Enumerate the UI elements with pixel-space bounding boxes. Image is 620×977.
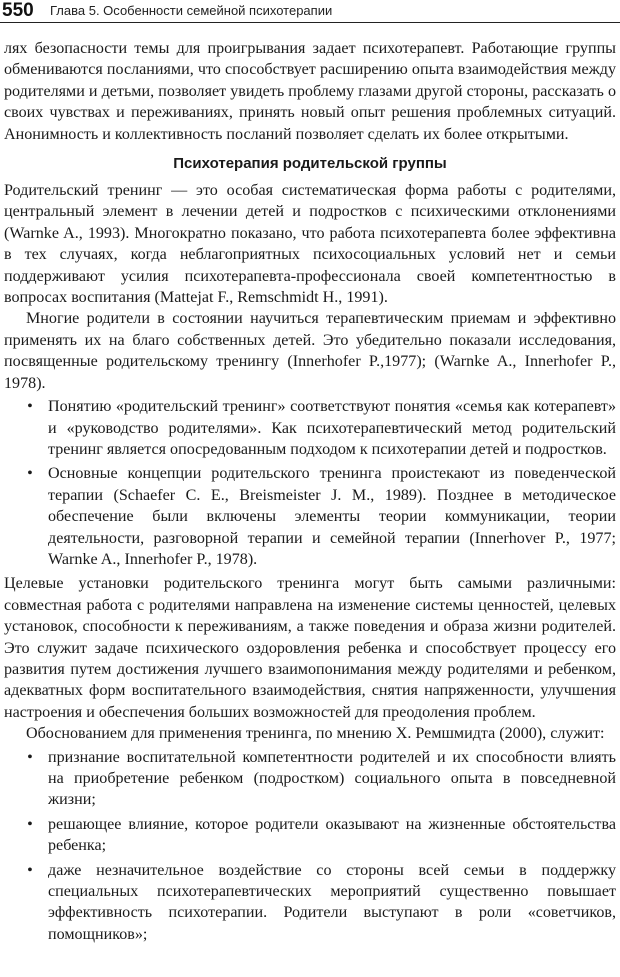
bullet-list-rationale	[4, 747, 616, 946]
paragraph-definition: Родительский тренинг — это особая систематическая форма работы с родителями, центральный элемент в лечении детей и подростков с психическими отклонениями (Warnke A., 1993). Многократно показано, что работа психотерапевта более эффективна в тех случаях, когда неблагоприятных психосоциальных условий нет и семьи поддерживают усилия психотерапевта-профессионала своей компетентностью в вопросах воспитания (Mattejat F., Remschmidt H., 1991).	[4, 182, 616, 307]
list-item-text: признание воспитательной компетентности родителей и их способности влиять на приобретение ребенком (подростком) социального опыта в повседневной жизни;	[48, 748, 616, 809]
bullet-list-concepts	[4, 396, 616, 570]
bullet-marker: •	[27, 398, 33, 416]
list-item	[4, 396, 616, 460]
header-rule	[0, 22, 620, 23]
paragraph-continued: лях безопасности темы для проигрывания задает психотерапевт. Работающие группы обмениваются посланиями, что способствует расширению опыта взаимодействия между родителями и детьми, позволяет увидеть проблему глазами другой стороны, рассказать о своих чувствах и переживаниях, принять новый опыт решения проблемных ситуаций. Анонимность и коллективность посланий позволяет сделать их более открытыми.	[4, 40, 616, 143]
bullet-marker: •	[27, 861, 33, 879]
chapter-title: Глава 5. Особенности семейной психотерапии	[50, 3, 333, 18]
section-heading: Психотерапия родительской группы	[173, 155, 447, 173]
paragraph-goals: Целевые установки родительского тренинга могут быть самыми различными: совместная работа с родителями направлена на изменение системы ценностей, целевых установок, способности к переживаниям, а также поведения и образа жизни родителей. Это служит задаче психического оздоровления ребенка и способствует процессу его развития путем достижения лучшего взаимопонимания между родителями и ребенком, адекватных форм воспитательного взаимодействия, снятия напряженности, улучшения настроения и обеспечения больших возможностей для преодоления проблем.	[4, 575, 616, 721]
list-item-text: даже незначительное воздействие со стороны всей семьи в поддержку специальных психотерапевтических мероприятий существенно повышает эффективность психотерапии. Родители выступают в роли «советчиков, помощников»;	[48, 861, 616, 943]
bullet-marker: •	[27, 815, 33, 833]
list-item	[4, 747, 616, 811]
list-item-text: решающее влияние, которое родители оказывают на жизненные обстоятельства ребенка;	[48, 815, 616, 855]
page-number: 550	[2, 0, 34, 21]
paragraph-parents-learning: Многие родители в состоянии научиться терапевтическим приемам и эффективно применять их на благо собственных детей. Это убедительно показали исследования, посвященные родительскому тренингу (Innerhofer P.,1977); (Warnke A., Innerhofer P., 1978).	[4, 310, 616, 392]
list-item	[4, 463, 616, 570]
list-item	[4, 814, 616, 857]
list-item-text: Основные концепции родительского тренинга проистекают из поведенческой терапии (Schaefer C. E., Breismeister J. M., 1989). Позднее в методическое обеспечение были включены элементы теории коммуникации, теории деятельности, разговорной терапии и семейной терапии (Innerhover P., 1977; Warnke A., Innerhofer P., 1978).	[48, 465, 616, 568]
paragraph-rationale: Обоснованием для применения тренинга, по мнению Х. Ремшмидта (2000), служит:	[26, 725, 605, 743]
page-body	[4, 38, 616, 948]
list-item-text: Понятию «родительский тренинг» соответствуют понятия «семья как котерапевт» и «руководство родителями». Как психотерапевтический метод родительский тренинг является опосредованным подходом к психотерапии детей и подростков.	[48, 398, 616, 458]
list-item	[4, 860, 616, 946]
page-header	[0, 0, 620, 24]
bullet-marker: •	[27, 748, 33, 766]
bullet-marker: •	[27, 465, 33, 483]
